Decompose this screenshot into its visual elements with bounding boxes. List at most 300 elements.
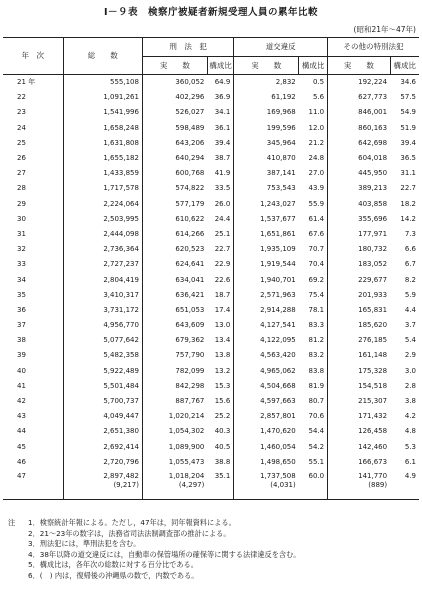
cell-year-value: 33: [17, 260, 26, 269]
cell-total: [63, 333, 142, 348]
cell-special-real-okinawa: (889): [368, 480, 388, 489]
cell-traffic-real-value: 4,563,420: [260, 351, 296, 360]
cell-penal-ratio-value: 13.2: [214, 366, 231, 375]
cell-special-ratio-value: 4.2: [404, 412, 416, 421]
cell-penal-real: [142, 379, 207, 394]
cell-traffic-ratio: [299, 394, 328, 409]
cell-traffic-real: [234, 181, 299, 196]
cell-total-value: 2,727,237: [103, 260, 139, 269]
cell-special-real: [328, 75, 391, 91]
cell-special-real: [328, 440, 391, 455]
cell-year-value: 22: [17, 93, 26, 102]
cell-year-value: 44: [17, 427, 26, 436]
cell-total: [63, 272, 142, 287]
cell-special-real-value: 171,432: [358, 412, 388, 421]
cell-special-real-value: 846,001: [358, 108, 388, 117]
cell-penal-real-value: 651,053: [175, 305, 205, 314]
cell-special-ratio: [390, 272, 419, 287]
cell-traffic-real-value: 169,968: [266, 108, 296, 117]
cell-special-real: [328, 348, 391, 363]
cell-special-real: [328, 166, 391, 181]
cell-penal-real-okinawa: (4,297): [178, 480, 205, 489]
cell-year: [3, 348, 63, 363]
cell-traffic-real: [234, 227, 299, 242]
cell-year-value: 23: [17, 108, 26, 117]
cell-special-real: [328, 197, 391, 212]
cell-traffic-ratio: [299, 424, 328, 439]
cell-penal-ratio-value: 41.9: [214, 169, 231, 178]
cell-penal-ratio-value: 40.5: [214, 442, 231, 451]
cell-year: [3, 379, 63, 394]
cell-special-ratio: [390, 288, 419, 303]
cell-penal-real-value: 598,489: [175, 123, 205, 132]
period-label: (昭和21年～47年): [353, 25, 416, 34]
cell-penal-ratio-value: 15.3: [214, 381, 231, 390]
cell-traffic-ratio-value: 12.0: [308, 123, 325, 132]
cell-traffic-real: [234, 151, 299, 166]
cell-traffic-real: [234, 318, 299, 333]
cell-penal-real: [142, 151, 207, 166]
cell-year-value: 38: [17, 336, 26, 345]
header-special: その他の特別法犯: [328, 38, 419, 57]
cell-penal-ratio: [207, 394, 233, 409]
cell-year-value: 35: [17, 290, 26, 299]
cell-special-real-value: 276,185: [358, 336, 388, 345]
cell-year-value: 30: [17, 214, 26, 223]
cell-penal-ratio: [207, 333, 233, 348]
cell-special-ratio: [390, 121, 419, 136]
cell-penal-real: [142, 197, 207, 212]
cell-traffic-ratio: [299, 212, 328, 227]
cell-total-value: 5,922,489: [103, 366, 139, 375]
cell-total-value: 2,444,098: [103, 229, 139, 238]
cell-special-ratio: [390, 75, 419, 91]
table-row: [3, 212, 419, 227]
cell-traffic-ratio-value: 55.9: [308, 199, 325, 208]
cell-traffic-ratio-value: 69.2: [308, 275, 325, 284]
cell-traffic-ratio-value: 27.0: [308, 169, 325, 178]
table-row: [3, 379, 419, 394]
cell-special-ratio: [390, 455, 419, 470]
table-row: [3, 333, 419, 348]
cell-year-value: 21 年: [17, 78, 36, 87]
table-row: [3, 242, 419, 257]
cell-traffic-ratio: [299, 136, 328, 151]
cell-special-ratio-value: 8.2: [404, 275, 416, 284]
table-row: [3, 272, 419, 287]
cell-penal-ratio-value: 25.2: [214, 412, 231, 421]
cell-traffic-ratio-value: 83.2: [308, 351, 325, 360]
cell-special-ratio: [390, 303, 419, 318]
cell-total: [63, 470, 142, 500]
cell-traffic-ratio: [299, 90, 328, 105]
cell-special-real: [328, 364, 391, 379]
cell-traffic-ratio: [299, 257, 328, 272]
cell-year: [3, 455, 63, 470]
table-title: Ⅰ－９表 検察庁被疑者新規受理人員の累年比較: [103, 7, 319, 18]
cell-special-ratio-value: 4.8: [404, 427, 416, 436]
cell-traffic-real: [234, 90, 299, 105]
table-row: [3, 409, 419, 424]
cell-year-value: 43: [17, 412, 26, 421]
cell-penal-ratio-value: 39.4: [214, 138, 231, 147]
cell-traffic-real: [234, 242, 299, 257]
cell-penal-ratio-value: 13.0: [214, 321, 231, 330]
cell-year-value: 42: [17, 397, 26, 406]
cell-penal-real-value: 402,296: [175, 93, 205, 102]
cell-traffic-ratio: [299, 166, 328, 181]
cell-penal-ratio-value: 18.7: [214, 290, 231, 299]
cell-total-value: 4,049,447: [103, 412, 139, 421]
cell-year: [3, 121, 63, 136]
cell-penal-real-value: 574,822: [175, 184, 205, 193]
cell-total: [63, 227, 142, 242]
cell-traffic-real-value: 1,470,620: [260, 427, 296, 436]
cell-penal-ratio-value: 35.1: [214, 471, 231, 480]
table-row: [3, 166, 419, 181]
cell-traffic-ratio-value: 55.1: [308, 457, 325, 466]
cell-penal-real: [142, 440, 207, 455]
cell-penal-real: [142, 212, 207, 227]
cell-year: [3, 424, 63, 439]
cell-year: [3, 136, 63, 151]
cell-penal-real: [142, 75, 207, 91]
table-row: [3, 197, 419, 212]
cell-penal-real-value: 600,768: [175, 169, 205, 178]
cell-penal-real: [142, 424, 207, 439]
cell-total: [63, 105, 142, 120]
table-row: [3, 288, 419, 303]
cell-total-value: 1,091,261: [103, 93, 139, 102]
cell-special-real-value: 215,307: [358, 397, 388, 406]
cell-traffic-real-value: 1,537,677: [260, 214, 296, 223]
cell-total-value: 5,077,642: [103, 336, 139, 345]
cell-penal-ratio-value: 40.3: [214, 427, 231, 436]
cell-traffic-real: [234, 75, 299, 91]
table-row: [3, 181, 419, 196]
cell-special-ratio: [390, 348, 419, 363]
cell-traffic-real: [234, 440, 299, 455]
cell-penal-real-value: 1,020,214: [168, 412, 205, 421]
cell-special-ratio-value: 5.9: [404, 290, 416, 299]
cell-traffic-ratio: [299, 227, 328, 242]
cell-penal-ratio: [207, 440, 233, 455]
cell-special-real: [328, 288, 391, 303]
cell-traffic-real-value: 61,192: [271, 93, 296, 102]
cell-special-ratio-value: 54.9: [400, 108, 416, 117]
cell-year: [3, 333, 63, 348]
header-penal-real: 実 数: [142, 57, 207, 75]
cell-special-ratio: [390, 470, 419, 500]
cell-year-value: 32: [17, 245, 26, 254]
cell-penal-real-value: 782,099: [175, 366, 205, 375]
cell-total-value: 2,503,995: [103, 214, 139, 223]
cell-special-real-value: 141,770: [358, 471, 388, 480]
cell-penal-ratio-value: 26.0: [214, 199, 231, 208]
table-row: [3, 394, 419, 409]
cell-penal-real: [142, 272, 207, 287]
cell-penal-real: [142, 364, 207, 379]
cell-penal-real: [142, 470, 207, 500]
cell-penal-ratio: [207, 318, 233, 333]
cell-year-value: 45: [17, 442, 26, 451]
cell-penal-ratio: [207, 424, 233, 439]
cell-special-ratio-value: 36.5: [400, 154, 416, 163]
cell-special-real: [328, 242, 391, 257]
cell-year: [3, 75, 63, 91]
cell-special-real-value: 403,858: [358, 199, 388, 208]
table-row: [3, 470, 419, 500]
cell-year-value: 28: [17, 184, 26, 193]
cell-traffic-real: [234, 212, 299, 227]
footnote-item: 6．( ) 内は，復帰後の沖縄県の数で，内数である。: [28, 570, 199, 580]
cell-penal-ratio: [207, 288, 233, 303]
cell-special-real: [328, 136, 391, 151]
cell-special-ratio-value: 39.4: [400, 138, 416, 147]
table-row: [3, 105, 419, 120]
cell-total: [63, 166, 142, 181]
cell-special-real: [328, 105, 391, 120]
cell-penal-real-value: 643,609: [175, 321, 205, 330]
footnote-item: 4．38年以降の道交違反には，自動車の保管場所の確保等に関する法律違反を含む。: [28, 549, 301, 559]
cell-special-ratio: [390, 394, 419, 409]
footnote-item: 1．検察統計年報による。ただし，47年は，同年報資料による。: [28, 518, 236, 527]
cell-total: [63, 197, 142, 212]
cell-special-ratio: [390, 440, 419, 455]
table-row: [3, 227, 419, 242]
table-row: [3, 136, 419, 151]
cell-penal-ratio: [207, 75, 233, 91]
cell-special-real: [328, 257, 391, 272]
cell-special-real: [328, 121, 391, 136]
cell-total: [63, 288, 142, 303]
cell-special-ratio: [390, 379, 419, 394]
cell-traffic-real: [234, 303, 299, 318]
cell-traffic-real: [234, 470, 299, 500]
cell-traffic-ratio: [299, 348, 328, 363]
cell-penal-real: [142, 166, 207, 181]
cell-special-real-value: 355,696: [358, 214, 388, 223]
cell-penal-real-value: 610,622: [175, 214, 205, 223]
cell-penal-real: [142, 227, 207, 242]
cell-special-ratio-value: 3.7: [404, 321, 416, 330]
cell-total: [63, 364, 142, 379]
cell-penal-real: [142, 333, 207, 348]
cell-traffic-real-value: 4,122,095: [260, 336, 296, 345]
cell-penal-real: [142, 90, 207, 105]
cell-traffic-real-value: 1,460,054: [260, 442, 296, 451]
cell-penal-ratio: [207, 303, 233, 318]
statistics-table: [3, 37, 419, 500]
cell-traffic-ratio: [299, 364, 328, 379]
cell-special-ratio-value: 22.7: [400, 184, 416, 193]
cell-traffic-real: [234, 288, 299, 303]
cell-traffic-real: [234, 348, 299, 363]
header-traffic: 道交違反: [234, 38, 328, 57]
cell-special-ratio: [390, 166, 419, 181]
header-traffic-real: 実 数: [234, 57, 299, 75]
cell-penal-ratio-value: 13.4: [214, 336, 231, 345]
cell-traffic-ratio-value: 0.5: [312, 78, 325, 87]
cell-penal-real-value: 634,041: [175, 275, 205, 284]
cell-special-ratio-value: 4.9: [404, 471, 416, 480]
cell-traffic-real-value: 345,964: [266, 138, 296, 147]
footnote-lead: 注: [8, 518, 16, 527]
cell-penal-ratio: [207, 151, 233, 166]
cell-traffic-ratio: [299, 181, 328, 196]
cell-traffic-real-value: 1,737,508: [260, 471, 296, 480]
cell-special-real-value: 201,933: [358, 290, 388, 299]
cell-special-ratio: [390, 105, 419, 120]
cell-year-value: 34: [17, 275, 26, 284]
table-row: [3, 364, 419, 379]
cell-penal-ratio-value: 22.7: [214, 245, 231, 254]
cell-penal-real-value: 360,052: [175, 78, 205, 87]
cell-total-value: 1,631,808: [103, 138, 139, 147]
cell-total-value: 3,731,172: [103, 305, 139, 314]
cell-total: [63, 440, 142, 455]
cell-penal-ratio: [207, 242, 233, 257]
cell-traffic-ratio: [299, 105, 328, 120]
cell-special-real-value: 604,018: [358, 154, 388, 163]
cell-total: [63, 303, 142, 318]
cell-traffic-real: [234, 333, 299, 348]
cell-total: [63, 394, 142, 409]
cell-traffic-real: [234, 166, 299, 181]
cell-year: [3, 90, 63, 105]
cell-traffic-real: [234, 424, 299, 439]
cell-total: [63, 257, 142, 272]
cell-penal-ratio-value: 36.1: [214, 123, 231, 132]
header-penal: 刑 法 犯: [142, 38, 233, 57]
cell-total-value: 1,433,859: [103, 169, 139, 178]
cell-penal-ratio: [207, 90, 233, 105]
cell-penal-real-value: 1,054,302: [168, 427, 205, 436]
cell-traffic-real-value: 410,870: [266, 154, 296, 163]
cell-special-ratio: [390, 90, 419, 105]
cell-traffic-ratio: [299, 333, 328, 348]
cell-penal-ratio: [207, 227, 233, 242]
cell-special-real-value: 166,673: [358, 457, 388, 466]
cell-total-value: 2,736,364: [103, 245, 139, 254]
cell-penal-real-value: 620,523: [175, 245, 205, 254]
cell-traffic-real: [234, 136, 299, 151]
footnote-item: 3．刑法犯には，準刑法犯を含む。: [28, 539, 141, 548]
cell-penal-real-value: 640,294: [175, 154, 205, 163]
cell-special-ratio-value: 6.7: [404, 260, 416, 269]
cell-penal-ratio-value: 25.1: [214, 229, 231, 238]
cell-traffic-ratio-value: 70.6: [308, 412, 325, 421]
cell-special-real-value: 126,458: [358, 427, 388, 436]
cell-year: [3, 303, 63, 318]
cell-total: [63, 318, 142, 333]
cell-traffic-real-okinawa: (4,031): [270, 480, 296, 489]
cell-penal-ratio: [207, 409, 233, 424]
cell-penal-real: [142, 303, 207, 318]
header-special-ratio: 構成比: [390, 57, 419, 75]
cell-penal-ratio: [207, 181, 233, 196]
cell-traffic-ratio-value: 21.2: [308, 138, 325, 147]
cell-year: [3, 272, 63, 287]
table-row: [3, 348, 419, 363]
cell-penal-ratio-value: 17.4: [214, 305, 231, 314]
cell-penal-real-value: 624,641: [175, 260, 205, 269]
cell-penal-real-value: 643,206: [175, 138, 205, 147]
cell-traffic-real: [234, 105, 299, 120]
cell-special-ratio-value: 5.4: [404, 336, 416, 345]
cell-year: [3, 212, 63, 227]
cell-traffic-real-value: 387,141: [266, 169, 296, 178]
cell-penal-ratio: [207, 166, 233, 181]
cell-traffic-ratio-value: 70.4: [308, 260, 325, 269]
cell-traffic-real-value: 1,919,544: [260, 260, 296, 269]
cell-year: [3, 105, 63, 120]
cell-penal-ratio: [207, 455, 233, 470]
cell-special-ratio-value: 2.8: [404, 381, 416, 390]
cell-penal-ratio-value: 22.6: [214, 275, 231, 284]
cell-year: [3, 257, 63, 272]
cell-traffic-ratio-value: 43.9: [308, 184, 325, 193]
cell-special-real-value: 185,620: [358, 321, 388, 330]
cell-traffic-real-value: 753,543: [266, 184, 296, 193]
cell-penal-real: [142, 121, 207, 136]
cell-penal-real-value: 842,298: [175, 381, 205, 390]
cell-traffic-real-value: 1,498,650: [260, 457, 296, 466]
cell-total-value: 2,692,414: [103, 442, 139, 451]
cell-year-value: 29: [17, 199, 26, 208]
cell-year: [3, 440, 63, 455]
cell-traffic-real-value: 199,596: [266, 123, 296, 132]
cell-total-value: 3,410,317: [103, 290, 139, 299]
cell-traffic-ratio: [299, 379, 328, 394]
footnotes: [8, 518, 416, 581]
cell-special-real-value: 192,224: [358, 78, 388, 87]
cell-traffic-ratio: [299, 75, 328, 91]
cell-special-real-value: 860,163: [358, 123, 388, 132]
cell-traffic-real: [234, 379, 299, 394]
cell-total-value: 5,700,737: [103, 397, 139, 406]
cell-year: [3, 166, 63, 181]
cell-year: [3, 470, 63, 500]
cell-year-value: 46: [17, 457, 26, 466]
cell-special-ratio: [390, 333, 419, 348]
cell-penal-ratio-value: 22.9: [214, 260, 231, 269]
cell-special-ratio: [390, 197, 419, 212]
cell-traffic-ratio-value: 54.4: [308, 427, 325, 436]
header-total: 総 数: [63, 38, 142, 75]
cell-traffic-real-value: 1,651,861: [260, 229, 296, 238]
cell-special-ratio-value: 6.1: [404, 457, 416, 466]
cell-year-value: 24: [17, 123, 26, 132]
cell-penal-ratio: [207, 364, 233, 379]
footnote-list: [8, 518, 416, 581]
cell-special-ratio: [390, 212, 419, 227]
cell-penal-ratio-value: 64.9: [214, 78, 231, 87]
cell-total-value: 1,655,182: [103, 154, 139, 163]
cell-total: [63, 136, 142, 151]
cell-traffic-ratio: [299, 151, 328, 166]
cell-traffic-real-value: 2,832: [275, 78, 296, 87]
cell-penal-real: [142, 348, 207, 363]
cell-penal-real-value: 577,179: [175, 199, 205, 208]
cell-special-ratio-value: 18.2: [400, 199, 416, 208]
cell-traffic-real-value: 4,504,668: [260, 381, 296, 390]
cell-total: [63, 90, 142, 105]
cell-special-real: [328, 318, 391, 333]
cell-special-real: [328, 379, 391, 394]
cell-traffic-real-value: 2,857,801: [260, 412, 296, 421]
header-year: 年 次: [3, 38, 63, 75]
